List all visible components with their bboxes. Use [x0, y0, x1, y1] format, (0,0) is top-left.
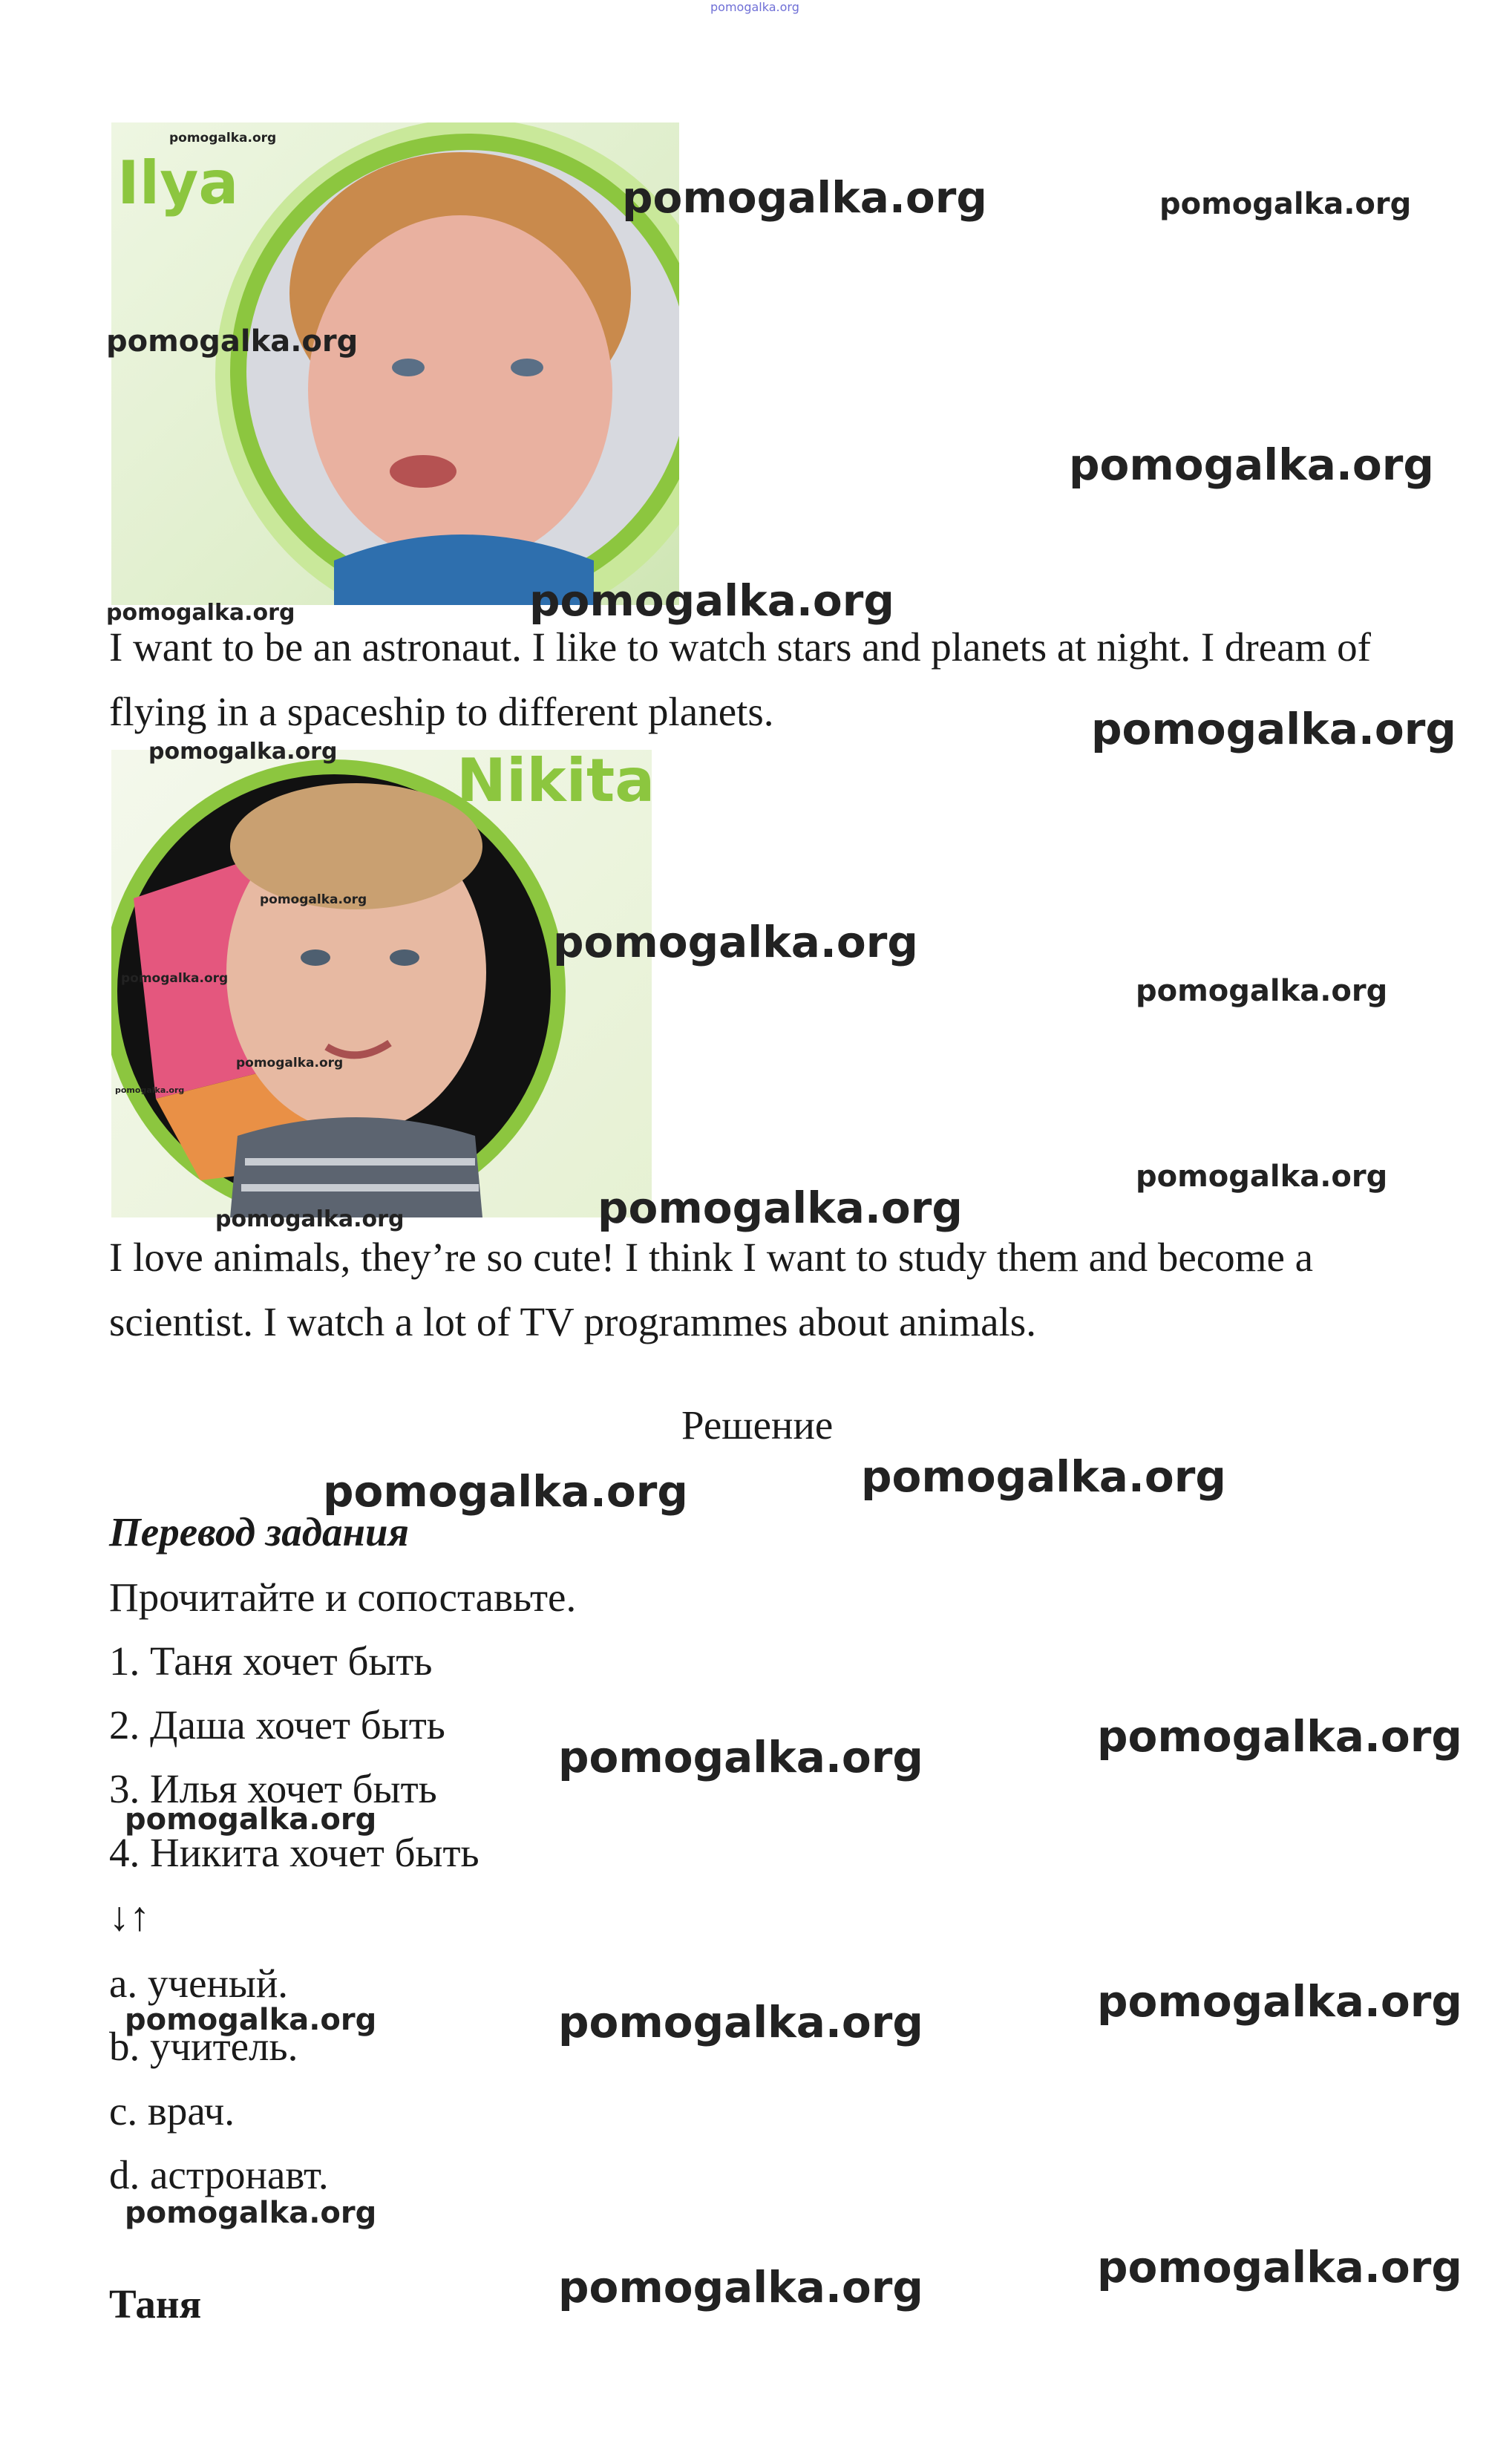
watermark: pomogalka.org — [622, 172, 987, 223]
watermark: pomogalka.org — [125, 1802, 377, 1837]
watermark: pomogalka.org — [125, 2003, 377, 2037]
nikita-text: I love animals, they’re so cute! I think I want to study them and become a scientist. I watch a lot of TV programmes about animals. — [109, 1235, 1314, 1344]
watermark: pomogalka.org — [1159, 187, 1412, 221]
watermark: pomogalka.org — [529, 575, 894, 626]
left-item-3: 3. Илья хочет быть — [109, 1766, 437, 1811]
right-item-a: a. ученый. — [109, 1961, 289, 2006]
instruction-text: Прочитайте и сопоставьте. — [109, 1575, 577, 1620]
watermark: pomogalka.org — [1097, 1711, 1462, 1762]
watermark: pomogalka.org — [215, 1206, 405, 1232]
watermark: pomogalka.org — [1091, 704, 1456, 754]
translation-title: Перевод задания — [109, 1509, 409, 1555]
watermark: pomogalka.org — [121, 971, 229, 986]
watermark: pomogalka.org — [1097, 2242, 1462, 2292]
watermark: pomogalka.org — [106, 600, 295, 626]
match-arrows: ↓↑ — [109, 1894, 150, 1939]
watermark: pomogalka.org — [106, 324, 359, 359]
left-item-4: 4. Никита хочет быть — [109, 1830, 480, 1875]
watermark: pomogalka.org — [558, 1997, 923, 2047]
watermark: pomogalka.org — [1069, 439, 1434, 490]
nikita-name-label: Nikita — [456, 746, 655, 815]
left-item-1: 1. Таня хочет быть — [109, 1638, 433, 1684]
watermark: pomogalka.org — [861, 1451, 1226, 1502]
watermark: pomogalka.org — [598, 1183, 963, 1233]
ilya-name-label: Ilya — [117, 148, 239, 218]
right-item-d: d. астронавт. — [109, 2152, 329, 2197]
watermark: pomogalka.org — [148, 739, 338, 765]
watermark: pomogalka.org — [323, 1466, 688, 1517]
watermark: pomogalka.org — [169, 131, 277, 146]
watermark: pomogalka.org — [125, 2196, 377, 2230]
left-item-2: 2. Даша хочет быть — [109, 1702, 445, 1748]
watermark: pomogalka.org — [558, 2262, 923, 2312]
right-item-c: c. врач. — [109, 2088, 235, 2134]
answer-name: Таня — [109, 2281, 202, 2327]
ilya-text: I want to be an astronaut. I like to watch stars and planets at night. I dream of flying in a spaceship to different planets. — [109, 624, 1371, 734]
right-item-b: b. учитель. — [109, 2024, 298, 2069]
watermark: pomogalka.org — [1136, 1160, 1388, 1194]
top-watermark: pomogalka.org — [710, 0, 799, 14]
watermark: pomogalka.org — [558, 1732, 923, 1782]
watermark: pomogalka.org — [260, 892, 367, 907]
solution-heading: Решение — [681, 1402, 834, 1448]
watermark: pomogalka.org — [553, 917, 918, 967]
watermark: pomogalka.org — [236, 1056, 344, 1070]
watermark: pomogalka.org — [1136, 974, 1388, 1008]
watermark: pomogalka.org — [115, 1085, 185, 1095]
watermark: pomogalka.org — [1097, 1976, 1462, 2027]
